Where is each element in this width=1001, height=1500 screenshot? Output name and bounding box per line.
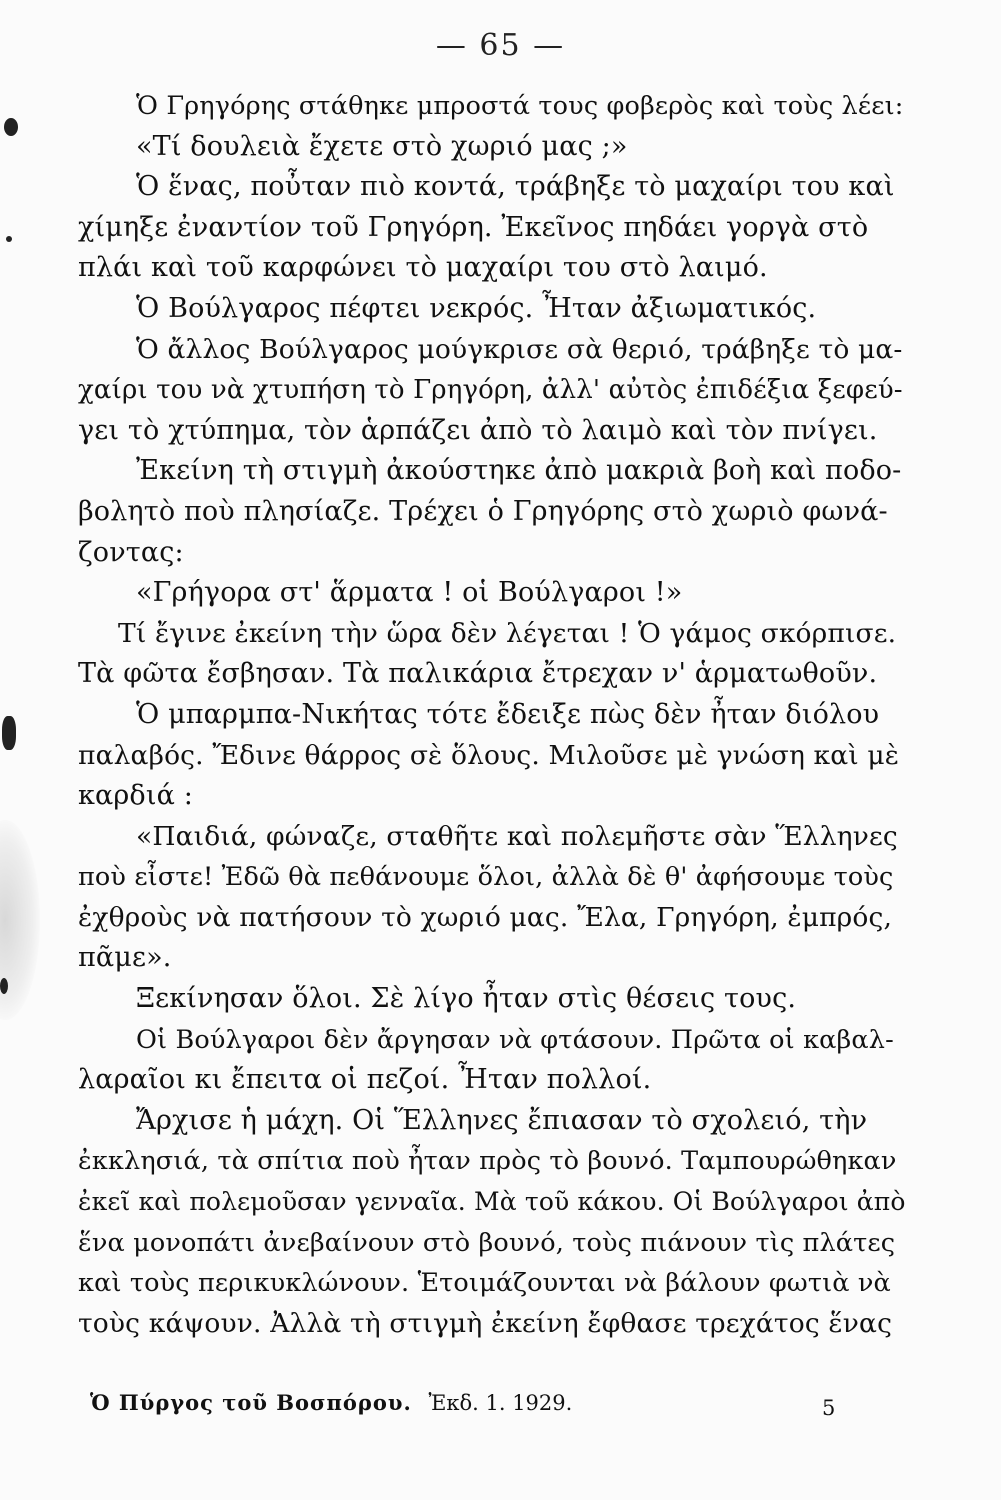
text-line: Ὁ Βούλγαρος πέφτει νεκρός. Ἦταν ἀξιωματικός.	[136, 292, 817, 324]
text-line: πλάι καὶ τοῦ καρφώνει τὸ μαχαίρι του στὸ λαιμό.	[78, 252, 768, 284]
ink-speck	[2, 716, 16, 750]
text-line: «Παιδιά, φώναζε, σταθῆτε καὶ πολεμῆστε σὰν Ἕλληνες	[136, 820, 898, 852]
text-line: Ἐκείνη τὴ στιγμὴ ἀκούστηκε ἀπὸ μακριὰ βοὴ καὶ ποδο-	[136, 455, 902, 487]
ink-speck	[0, 978, 8, 994]
text-line: ἐκκλησιά, τὰ σπίτια ποὺ ἦταν πρὸς τὸ βουνό. Ταμπουρώθηκαν	[78, 1146, 897, 1177]
text-line: «Τί δουλειὰ ἔχετε στὸ χωριό μας ;»	[136, 130, 628, 162]
text-line: καὶ τοὺς περικυκλώνουν. Ἑτοιμάζουνται νὰ βάλουν φωτιὰ νὰ	[78, 1268, 891, 1299]
text-line: Ὁ ἄλλος Βούλγαρος μούγκρισε σὰ θεριό, τράβηξε τὸ μα-	[136, 333, 903, 365]
footer-edition: Ἐκδ. 1. 1929.	[428, 1391, 573, 1415]
text-line: καρδιά :	[78, 780, 193, 812]
text-line: Ὁ Γρηγόρης στάθηκε μπροστά τους φοβερὸς καὶ τοὺς λέει:	[136, 91, 904, 121]
text-line: Ἄρχισε ἡ μάχη. Οἱ Ἕλληνες ἔπιασαν τὸ σχολειό, τὴν	[136, 1104, 868, 1136]
text-line: Ὁ μπαρμπα-Νικήτας τότε ἔδειξε πὼς δὲν ἦταν διόλου	[136, 698, 880, 730]
text-line: Οἱ Βούλγαροι δὲν ἄργησαν νὰ φτάσουν. Πρῶτα οἱ καβαλ-	[136, 1024, 894, 1055]
text-line: πᾶμε».	[78, 942, 172, 974]
page-footer	[90, 1390, 850, 1426]
text-line: Ξεκίνησαν ὅλοι. Σὲ λίγο ἦταν στὶς θέσεις τους.	[136, 983, 797, 1015]
text-line: λαραῖοι κι ἔπειτα οἱ πεζοί. Ἦταν πολλοί.	[78, 1064, 652, 1096]
text-line: χίμηξε ἐναντίον τοῦ Γρηγόρη. Ἐκεῖνος πηδάει γοργὰ στὸ	[78, 211, 869, 243]
text-line: ζοντας:	[78, 536, 184, 568]
signature-mark: 5	[822, 1396, 836, 1420]
text-line: ἕνα μονοπάτι ἀνεβαίνουν στὸ βουνό, τοὺς πιάνουν τὶς πλάτες	[78, 1227, 896, 1258]
text-line: γει τὸ χτύπημα, τὸν ἁρπάζει ἀπὸ τὸ λαιμὸ καὶ τὸν πνίγει.	[78, 414, 878, 446]
text-line: Τί ἔγινε ἐκείνη τὴν ὥρα δὲν λέγεται ! Ὁ γάμος σκόρπισε.	[118, 617, 897, 649]
text-line: βολητὸ ποὺ πλησίαζε. Τρέχει ὁ Γρηγόρης στὸ χωριὸ φωνά-	[78, 495, 888, 527]
ink-speck	[6, 236, 12, 242]
body-text	[78, 86, 906, 1344]
text-line: ἐχθροὺς νὰ πατήσουν τὸ χωριό μας. Ἔλα, Γρηγόρη, ἐμπρός,	[78, 901, 893, 933]
text-line: ποὺ εἶστε! Ἐδῶ θὰ πεθάνουμε ὅλοι, ἀλλὰ δὲ θ' ἀφήσουμε τοὺς	[78, 862, 894, 893]
ink-speck	[4, 118, 18, 136]
text-line: ἐκεῖ καὶ πολεμοῦσαν γενναῖα. Μὰ τοῦ κάκου. Οἱ Βούλγαροι ἀπὸ	[78, 1187, 906, 1217]
text-line: χαίρι του νὰ χτυπήση τὸ Γρηγόρη, ἀλλ' αὐτὸς ἐπιδέξια ξεφεύ-	[78, 375, 903, 406]
footer-book-title: Ὁ Πύργος τοῦ Βοσπόρου.	[90, 1390, 412, 1415]
text-line: τοὺς κάψουν. Ἀλλὰ τὴ στιγμὴ ἐκείνη ἔφθασε τρεχάτος ἕνας	[78, 1307, 893, 1339]
text-line: παλαβός. Ἔδινε θάρρος σὲ ὅλους. Μιλοῦσε μὲ γνώση καὶ μὲ	[78, 739, 900, 771]
page-number: — 65 —	[435, 28, 566, 63]
text-line: «Γρήγορα στ' ἅρματα ! οἱ Βούλγαροι !»	[136, 577, 683, 609]
text-line: Ὁ ἕνας, ποὖταν πιὸ κοντά, τράβηξε τὸ μαχαίρι του καὶ	[136, 171, 895, 203]
text-line: Τὰ φῶτα ἔσβησαν. Τὰ παλικάρια ἔτρεχαν ν' ἁρματωθοῦν.	[78, 658, 878, 690]
